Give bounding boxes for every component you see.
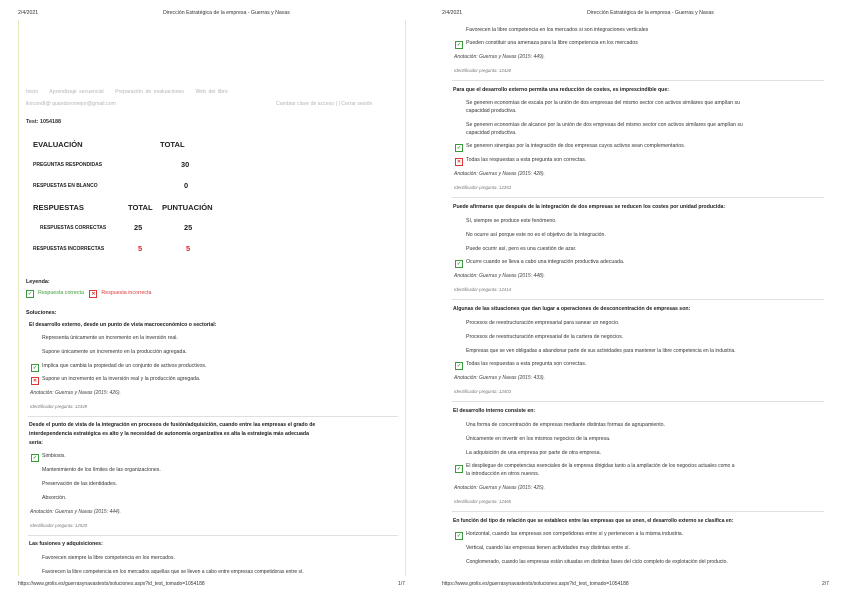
nav-item-inicio[interactable]: Inicio xyxy=(26,89,39,95)
user-email: llorcondl@ quandoromejor@gmail.com xyxy=(26,101,116,107)
q1-citation: Anotación: Guerras y Navas (2015: 426). xyxy=(30,390,121,396)
question-2-line-1: Desde el punto de vista de la integración en procesos de fusión/adquisición, cuando entre las empresas el grado de xyxy=(29,422,316,428)
q7-option-4-line-1: El despliegue de competencias esenciales de la empresa dirigidas tanto a la ampliación de los negocios actuales como a xyxy=(466,463,735,469)
q2-option-1: Simbiosis. xyxy=(42,453,66,459)
evaluacion-header: EVALUACIÓN xyxy=(33,140,83,149)
q6-option-4: Todas las respuestas a esta pregunta son correctas. xyxy=(466,361,587,367)
correctas-label: RESPUESTAS CORRECTAS xyxy=(40,225,107,231)
check-icon: ✓ xyxy=(456,145,462,151)
q7-citation: Anotación: Guerras y Navas (2015: 425). xyxy=(454,485,545,491)
q4-id: Identificador pregunta: 12353 xyxy=(454,185,512,190)
check-icon: ✓ xyxy=(456,261,462,267)
blanco-value: 0 xyxy=(184,181,189,190)
top-nav xyxy=(26,89,237,95)
check-icon: ✓ xyxy=(32,455,38,461)
q4-option-2-line-2: capacidad productiva. xyxy=(466,130,517,136)
legend-correct: Respuesta correcta xyxy=(38,290,84,296)
print-date: 2/4/2021 xyxy=(442,10,463,16)
incorrectas-total: 5 xyxy=(138,244,143,253)
nav-item-preparacion[interactable]: Preparación de evaluaciones xyxy=(115,89,184,95)
nav-item-aprendizaje[interactable]: Aprendizaje secuencial xyxy=(49,89,104,95)
q3-option-3: Favorecen la libre competencia en los mercados si son integraciones verticales xyxy=(466,27,649,33)
print-date: 2/4/2021 xyxy=(18,10,39,16)
page-number: 2/7 xyxy=(822,581,829,587)
q3-option-4: Pueden constituir una amenaza para la libre competencia en los mercados xyxy=(466,40,638,46)
q2-option-3: Preservación de las identidades. xyxy=(42,481,117,487)
question-1: El desarrollo externo, desde un punto de vista macroeconómico o sectorial: xyxy=(29,322,217,328)
cross-icon: ✕ xyxy=(91,291,96,297)
q4-option-1-line-2: capacidad productiva. xyxy=(466,108,517,114)
q4-option-2-line-1: Se generen economías de alcance por la unión de dos empresas del mismo sector con activos similares que amplían su xyxy=(466,122,743,128)
q2-citation: Anotación: Guerras y Navas (2015: 444). xyxy=(30,509,121,515)
q4-option-4: Todas las respuestas a esta pregunta son correctas. xyxy=(466,157,587,163)
q1-option-3: Implica que cambia la propiedad de un conjunto de activos productivos. xyxy=(42,363,207,369)
separator xyxy=(28,535,398,536)
separator xyxy=(28,416,398,417)
q8-option-3: Conglomerado, cuando las empresas están situadas en distintas fases del ciclo completo de explotación del producto. xyxy=(466,559,728,565)
correctas-total: 25 xyxy=(134,223,143,232)
correctas-punt: 25 xyxy=(184,223,193,232)
check-icon: ✓ xyxy=(456,466,462,472)
q7-option-4-line-2: la introducción en otros nuevos. xyxy=(466,471,540,477)
q5-option-4: Ocurre cuando se lleva a cabo una integración productiva adecuada. xyxy=(466,259,625,265)
print-page-2 xyxy=(424,0,848,599)
q1-option-2: Supone únicamente un incremento en la producción agregada. xyxy=(42,349,187,355)
check-icon: ✓ xyxy=(32,365,38,371)
q2-option-4: Absorción. xyxy=(42,495,67,501)
q7-option-3: La adquisición de una empresa por parte de otra empresa. xyxy=(466,450,601,456)
respuestas-header: RESPUESTAS xyxy=(33,203,84,212)
legend-incorrect: Respuesta incorrecta xyxy=(101,290,152,296)
incorrectas-punt: 5 xyxy=(186,244,191,253)
print-title: Dirección Estratégica de la empresa - Guerras y Navas xyxy=(163,10,290,16)
q1-option-4: Supone un incremento en la inversión real y la producción agregada. xyxy=(42,376,201,382)
total-header: TOTAL xyxy=(160,140,185,149)
separator xyxy=(452,511,824,512)
q8-option-2: Vertical, cuando las empresas tienen actividades muy distintas entre sí. xyxy=(466,545,631,551)
q8-option-1: Horizontal, cuando las empresas son competidoras entre sí y pertenecen a la misma industria. xyxy=(466,531,684,537)
q4-citation: Anotación: Guerras y Navas (2015: 428). xyxy=(454,171,545,177)
q2-id: Identificador pregunta: 12520 xyxy=(30,523,88,528)
q1-option-1: Representa únicamente un incremento en la inversión real. xyxy=(42,335,178,341)
separator xyxy=(452,401,824,402)
q6-option-3: Empresas que se ven obligadas a abandonar parte de sus actividades para mantener la libre competencia en la industria. xyxy=(466,348,736,354)
legend xyxy=(26,290,151,298)
q4-option-1-line-1: Se generen economías de escala por la unión de dos empresas del mismo sector con activos similares que amplían su xyxy=(466,100,740,106)
q5-id: Identificador pregunta: 12414 xyxy=(454,287,512,292)
print-title: Dirección Estratégica de la empresa - Guerras y Navas xyxy=(587,10,714,16)
q3-option-1: Favorecen siempre la libre competencia en los mercados. xyxy=(42,555,175,561)
page-number: 1/7 xyxy=(398,581,405,587)
question-5: Puede afirmarse que después de la integración de dos empresas se reducen los costes por unidad producida: xyxy=(453,204,726,210)
q6-id: Identificador pregunta: 12403 xyxy=(454,389,512,394)
q3-option-2: Favorecen la libre competencia en los mercados aquellas que se lleven a cabo entre empresas competidoras entre sí. xyxy=(42,569,304,575)
incorrectas-label: RESPUESTAS INCORRECTAS xyxy=(33,246,105,252)
account-links[interactable]: Cambiar clave de acceso | | Cerrar sesión xyxy=(276,101,373,107)
q7-option-1: Una forma de concentración de empresas mediante distintas formas de agrupamiento. xyxy=(466,422,665,428)
q6-option-2: Procesos de reestructuración empresarial de la cartera de negocios. xyxy=(466,334,624,340)
q5-option-1: Sí, siempre se produce este fenómeno. xyxy=(466,218,557,224)
check-icon: ✓ xyxy=(456,42,462,48)
q7-id: Identificador pregunta: 12465 xyxy=(454,499,512,504)
q5-citation: Anotación: Guerras y Navas (2015: 448). xyxy=(454,273,545,279)
check-icon: ✓ xyxy=(27,291,33,297)
q3-citation: Anotación: Guerras y Navas (2015: 449). xyxy=(454,54,545,60)
q2-option-2: Mantenimiento de los límites de las organizaciones. xyxy=(42,467,161,473)
question-3: Las fusiones y adquisiciones: xyxy=(29,541,103,547)
question-6: Algunas de las situaciones que dan lugar a operaciones de desconcentración de empresas son: xyxy=(453,306,691,312)
q5-option-2: No ocurre así porque este no es el objetivo de la integración. xyxy=(466,232,606,238)
cross-icon: ✕ xyxy=(32,378,38,384)
question-2-line-3: sería: xyxy=(29,440,43,446)
respondidas-value: 30 xyxy=(181,160,190,169)
question-4: Para que el desarrollo externo permita una reducción de costes, es imprescindible que: xyxy=(453,87,669,93)
legend-title: Leyenda: xyxy=(26,279,50,285)
respondidas-label: PREGUNTAS RESPONDIDAS xyxy=(33,162,103,168)
separator xyxy=(452,197,824,198)
test-id: Test: 1054188 xyxy=(26,119,61,125)
q7-option-2: Únicamente en invertir en los mismos negocios de la empresa. xyxy=(466,436,611,442)
total2-header: TOTAL xyxy=(128,203,153,212)
print-url: https://www.grolis.es/guerrasynavastests/soluciones.aspx?id_test_tomado=1054188 xyxy=(442,581,629,587)
nav-item-web-libro[interactable]: Web del libro xyxy=(195,89,228,95)
separator xyxy=(452,80,824,81)
q3-id: Identificador pregunta: 12420 xyxy=(454,68,512,73)
cross-icon: ✕ xyxy=(456,159,462,165)
blanco-label: RESPUESTAS EN BLANCO xyxy=(33,183,98,189)
puntuacion-header: PUNTUACIÓN xyxy=(162,203,213,212)
check-icon: ✓ xyxy=(456,533,462,539)
question-8: En función del tipo de relación que se establece entre las empresas que se unen, el desarrollo externo se clasifica en: xyxy=(453,518,734,524)
separator xyxy=(452,299,824,300)
q6-option-1: Procesos de reestructuración empresarial para sanear un negocio. xyxy=(466,320,620,326)
q4-option-3: Se generen sinergias por la integración de dos empresas cuyos activos sean complementarios. xyxy=(466,143,686,149)
q1-id: Identificador pregunta: 12349 xyxy=(30,404,88,409)
question-7: El desarrollo interno consiste en: xyxy=(453,408,536,414)
solutions-title: Soluciones: xyxy=(26,310,57,316)
q6-citation: Anotación: Guerras y Navas (2015: 433). xyxy=(454,375,545,381)
check-icon: ✓ xyxy=(456,363,462,369)
print-url: https://www.grolis.es/guerrasynavastests/soluciones.aspx?id_test_tomado=1054188 xyxy=(18,581,205,587)
q5-option-3: Puede ocurrir así, pero es una cuestión de azar. xyxy=(466,246,577,252)
question-2-line-2: interdependencia estratégica es alto y la necesidad de autonomía organizativa es alta la estrategia más adecuada xyxy=(29,431,309,437)
